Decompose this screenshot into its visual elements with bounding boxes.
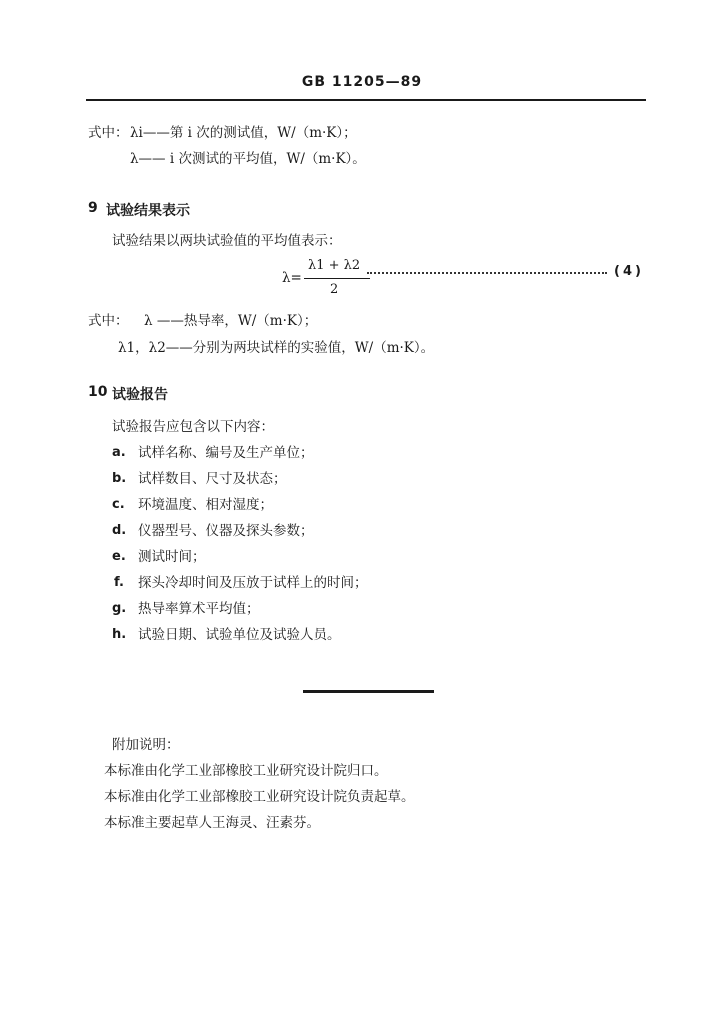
formula-numerator: λ1 + λ2 [308, 258, 361, 273]
section-10-intro: 试验报告应包含以下内容： [112, 419, 274, 435]
where-prefix-2: 式中： [88, 313, 129, 329]
list-item-text: 热导率算术平均值； [138, 601, 260, 617]
formula-denominator: 2 [330, 282, 339, 297]
list-item-text: 环境温度、相对湿度； [138, 497, 273, 513]
list-item-text: 试样数目、尺寸及状态； [138, 471, 287, 487]
list-item-text: 试样名称、编号及生产单位； [138, 445, 314, 461]
list-item-text: 探头冷却时间及压放于试样上的时间； [138, 575, 368, 591]
list-item-text: 测试时间； [138, 549, 206, 565]
list-item-text: 试验日期、试验单位及试验人员。 [138, 627, 341, 643]
equation-leader-dots [367, 272, 607, 274]
list-item-letter: b. [112, 471, 127, 486]
equation-number: (4) [614, 264, 644, 279]
list-item-text: 仪器型号、仪器及探头参数； [138, 523, 314, 539]
list-item-letter: e. [112, 549, 126, 564]
appendix-line: 本标准由化学工业部橡胶工业研究设计院归口。 [104, 763, 388, 779]
list-item-letter: h. [112, 627, 127, 642]
where-line-conductivity: λ ——热导率，W/（m·K）； [144, 313, 318, 329]
where-prefix-1: 式中： [88, 125, 129, 141]
list-item-letter: a. [112, 445, 126, 460]
section-9-number: 9 [88, 200, 98, 216]
list-item-letter: d. [112, 523, 127, 538]
fraction-bar [304, 278, 370, 279]
where-line-lambda-i: λi——第 i 次的测试值，W/（m·K）； [130, 125, 357, 141]
list-item-letter: c. [112, 497, 125, 512]
section-10-number: 10 [88, 384, 108, 400]
section-9-title: 试验结果表示 [106, 203, 190, 219]
list-item-letter: g. [112, 601, 127, 616]
appendix-title: 附加说明： [112, 737, 180, 753]
where-line-specimens: λ1，λ2——分别为两块试样的实验值，W/（m·K）。 [118, 340, 435, 356]
where-line-lambda-mean: λ—— i 次测试的平均值，W/（m·K）。 [130, 151, 366, 167]
end-rule [303, 690, 434, 693]
appendix-line: 本标准由化学工业部橡胶工业研究设计院负责起草。 [104, 789, 415, 805]
header-rule [86, 99, 646, 101]
section-9-intro: 试验结果以两块试验值的平均值表示： [112, 233, 342, 249]
list-item-letter: f. [114, 575, 124, 590]
document-code-header: GB 11205—89 [301, 74, 423, 90]
appendix-line: 本标准主要起草人王海灵、汪素芬。 [104, 815, 320, 831]
section-10-title: 试验报告 [112, 387, 168, 403]
formula-lhs: λ= [282, 270, 302, 286]
